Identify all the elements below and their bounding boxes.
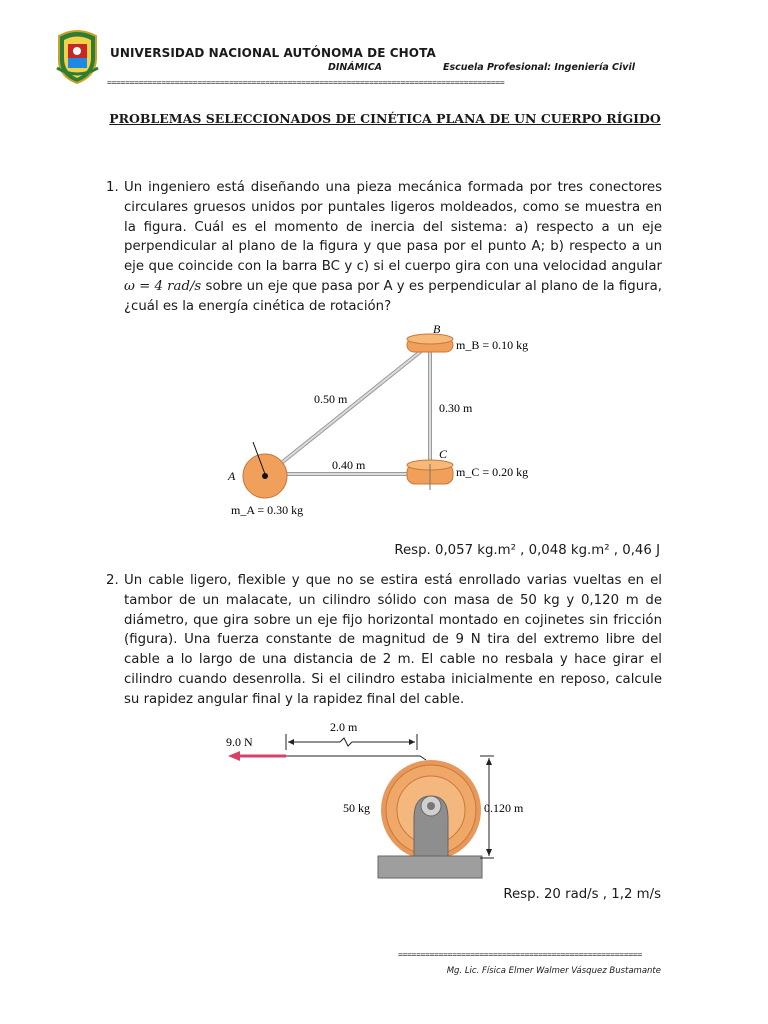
label-a: A [228, 469, 236, 483]
page-title: PROBLEMAS SELECCIONADOS DE CINÉTICA PLANA DE UN CUERPO RÍGIDO [109, 111, 661, 126]
distance-label: 2.0 m [330, 720, 358, 734]
mass-a-label: m_A = 0.30 kg [231, 503, 304, 517]
mass-c-label: m_C = 0.20 kg [456, 465, 529, 479]
problem-text: Un cable ligero, flexible y que no se estira está enrollado varias vueltas en el tambor de un malacate, un cilindro sólido con masa de 50 kg y 0,120 m de diámetro, que gira sobre un eje fijo horizontal montado en cojinetes sin fricción (figura). Una fuerza constante de magnitud de 9 N tira del extremo libre del cable a lo largo de una distancia de 2 m. El cable no resbala y hace girar el cilindro cuando desenrolla. Si el cilindro estaba inicialmente en reposo, calcule su rapidez angular final y la rapidez final del cable. [124, 573, 662, 707]
problem-1 [106, 178, 662, 317]
mass-label: 50 kg [343, 801, 370, 815]
problem-text: Un ingeniero está diseñando una pieza mecánica formada por tres conectores circulares gruesos unidos por puntales ligeros moldeados, como se muestra en la figura. Cuál es el momento de inercia del sistema: a) respecto a un eje perpendicular al plano de la figura y que pasa por el punto A; b) respecto a un eje que coincide con la barra BC y c) si el cuerpo gira con una velocidad angular [124, 180, 662, 275]
force-label: 9.0 N [226, 735, 253, 749]
diameter-label: 0.120 m [484, 801, 524, 815]
disk-c [407, 460, 453, 490]
omega-expression: ω = 4 rad/s [124, 278, 202, 294]
mass-b-label: m_B = 0.10 kg [456, 338, 529, 352]
distance-dimension [288, 738, 415, 746]
footer-separator: ====================================================== [398, 950, 642, 959]
length-bc-label: 0.30 m [439, 401, 473, 415]
label-b: B [433, 324, 441, 336]
force-arrow [228, 751, 286, 761]
length-ab-label: 0.50 m [314, 392, 348, 406]
problem-2 [106, 571, 662, 710]
problem-number: 1. [106, 180, 119, 195]
disk-b [407, 334, 453, 352]
figure-winch [222, 718, 542, 888]
length-ac-label: 0.40 m [332, 458, 366, 472]
problem-number: 2. [106, 573, 119, 588]
figure-rigid-body [225, 324, 545, 524]
header-separator: ======================================================================================== [107, 78, 505, 87]
problem-text-cont: sobre un eje que pasa por A y es perpendicular al plano de la figura, ¿cuál es la energía cinética de rotación? [124, 278, 663, 314]
answer-2: Resp. 20 rad/s , 1,2 m/s [503, 887, 661, 902]
school-name: Escuela Profesional: Ingeniería Civil [443, 62, 635, 73]
university-logo [55, 28, 100, 84]
answer-1: Resp. 0,057 kg.m² , 0,048 kg.m² , 0,46 J [394, 543, 660, 558]
course-name: DINÁMICA [328, 62, 383, 73]
disk-a [243, 442, 287, 498]
label-c: C [439, 447, 448, 461]
author-credit: Mg. Lic. Física Elmer Walmer Vásquez Bustamante [446, 966, 661, 976]
university-name: UNIVERSIDAD NACIONAL AUTÓNOMA DE CHOTA [110, 46, 436, 60]
